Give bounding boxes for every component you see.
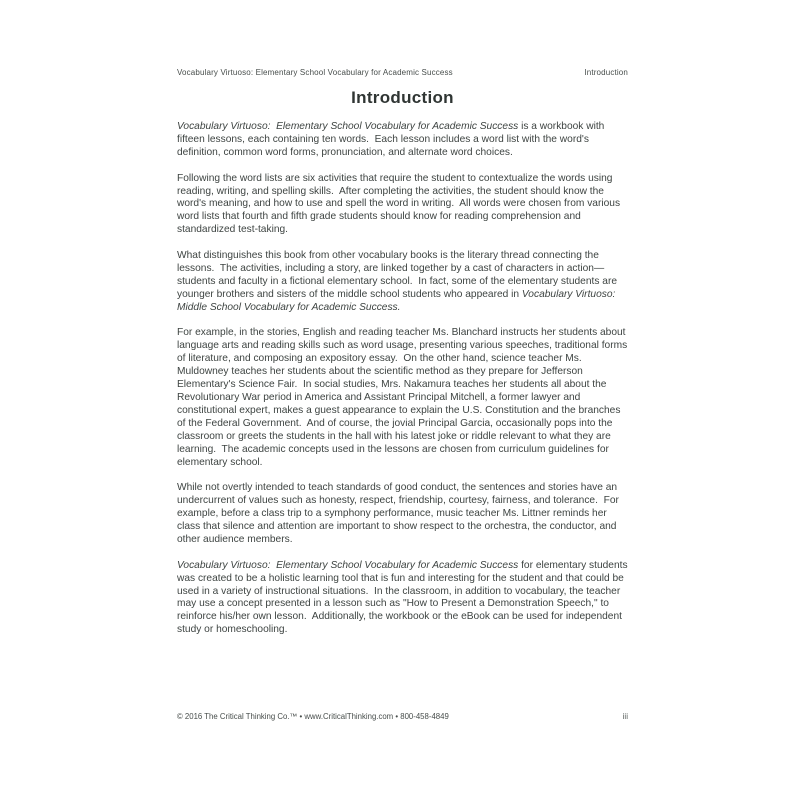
paragraph-text: for elementary students was created to be a holistic learning tool that is fun and interesting for the student and that could be used in a variety of instructional situations. In the classroom, in addition to vocabulary, the teacher may use a concept presented in a lesson such as "How to Present a Demonstration Speech," to reinforce his/her own lesson. Additionally, the workbook or the eBook can be used for independent study or homeschooling. <box>177 559 631 636</box>
paragraph <box>177 121 630 160</box>
body-text <box>177 121 630 650</box>
paragraph <box>177 560 630 637</box>
book-title-italic: Vocabulary Virtuoso: Elementary School Vocabulary for Academic Success <box>177 121 519 132</box>
paragraph-text: Following the word lists are six activities that require the student to contextualize the words using reading, writing, and spelling skills. After completing the activities, the student should know the word's meaning, and how to use and spell the word in writing. All words were chosen from various word lists that fourth and fifth grade students should know for reading comprehension and standardized test-taking. <box>177 172 623 236</box>
page-title: Introduction <box>351 88 454 107</box>
paragraph-text: While not overtly intended to teach standards of good conduct, the sentences and stories have an undercurrent of values such as honesty, respect, friendship, courtesy, fairness, and tolerance. For example, before a class trip to a symphony performance, music teacher Ms. Littner reminds her class that silence and attention are important to show respect to the orchestra, the conductor, and other audience members. <box>177 482 622 545</box>
paragraph-text: What distinguishes this book from other vocabulary books is the literary thread connecting the lessons. The activities, including a story, are linked together by a cast of characters in action—students and faculty in a fictional elementary school. In fact, some of the elementary students are younger brothers and sisters of the middle school students who appeared in <box>177 250 620 300</box>
footer-copyright: © 2016 The Critical Thinking Co.™ • www.CriticalThinking.com • 800-458-4849 <box>177 712 449 721</box>
book-title-italic: Vocabulary Virtuoso: Middle School Vocabulary for Academic Success. <box>177 288 619 313</box>
paragraph-text: For example, in the stories, English and reading teacher Ms. Blanchard instructs her students about language arts and reading skills such as word usage, presenting various speeches, traditional forms of literature, and composing an expository essay. On the other hand, science teacher Ms. Muldowney teaches her students about the scientific method as they prepare for Jefferson Elementary's Science Fair. In social studies, Mrs. Nakamura teaches her students all about the Revolutionary War period in America and Assistant Principal Mitchell, a former lawyer and constitutional expert, makes a guest appearance to explain the U.S. Constitution and the branches of the Federal Government. And of course, the jovial Principal Garcia, occasionally pops into the classroom or greets the students in the hall with his latest joke or riddle relevant to what they are learning. The academic concepts used in the lessons are chosen from curriculum guidelines for elementary school. <box>177 327 631 468</box>
running-header <box>177 68 628 77</box>
paragraph <box>177 173 630 238</box>
book-title-italic: Vocabulary Virtuoso: Elementary School Vocabulary for Academic Success <box>177 559 519 571</box>
page-footer <box>177 712 628 721</box>
running-head-book-title: Vocabulary Virtuoso: Elementary School Vocabulary for Academic Success <box>177 68 453 77</box>
paragraph <box>177 482 630 547</box>
running-head-section: Introduction <box>584 68 628 77</box>
paragraph <box>177 327 630 469</box>
paragraph <box>177 250 630 315</box>
page-number: iii <box>622 712 628 721</box>
paragraph-text: is a workbook with fifteen lessons, each containing ten words. Each lesson includes a word list with the word's definition, common word forms, pronunciation, and alternate word choices. <box>177 121 608 158</box>
